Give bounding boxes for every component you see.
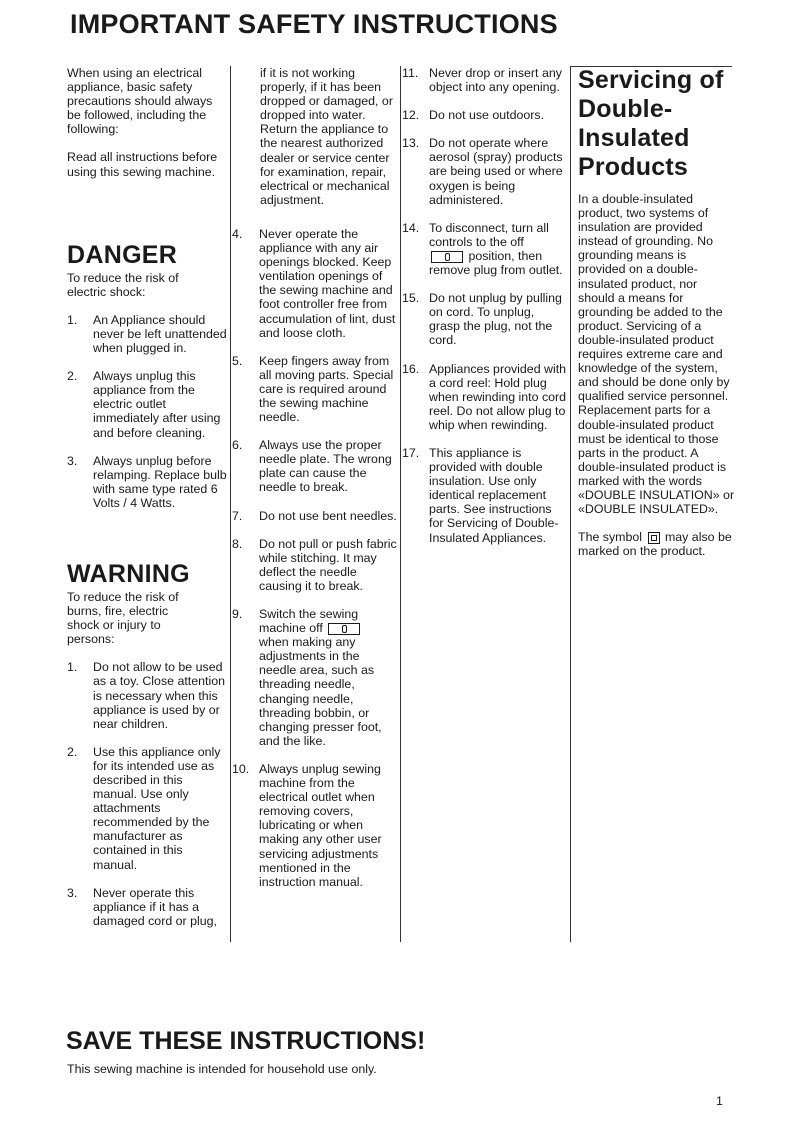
list-item: 6. Always use the proper needle plate. The wrong plate can cause the needle to break. [232,438,392,495]
list-item: 4. Never operate the appliance with any air openings blocked. Keep ventilation openings of the sewing machine and foot controller free from accumulation of lint, dust and loose cloth. [232,226,396,340]
warning-list [67,660,227,928]
list-item: 12. Do not use outdoors. [402,108,545,123]
column-divider [570,66,571,942]
list-item: 13. Do not operate where aerosol (spray) products are being used or where oxygen is being administered. [402,136,563,207]
list-item: 7. Do not use bent needles. [232,508,397,523]
list-item: 2. Always unplug this appliance from the electric outlet immediately after using and before cleaning. [67,369,221,440]
servicing-body [578,192,737,558]
double-insulation-icon [648,532,660,544]
list-item: 10. Always unplug sewing machine from the electrical outlet when removing covers, lubricating or when making any other user servicing adjustments mentioned in the instruction manual. [232,761,382,889]
list-item: 2. Use this appliance only for its intended use as described in this manual. Use only attachments recommended by the manufacturer as contained in this manual. [67,744,221,872]
list-item: 3. Always unplug before relamping. Replace bulb with same type rated 6 Volts / 4 Watts. [67,453,227,510]
column-divider [230,66,231,942]
servicing-text: In a double-insulated product, two systems of insulation are provided instead of grounding. No grounding means is provided on a double-insulated product, nor should a means for grounding be added to the product. Servicing of a double-insulated product requires extreme care and knowledge of the system, and should be done only by qualified service personnel. Replacement parts for a double-insulated product must be identical to those parts in the product. A double-insulated product is marked with the words «DOUBLE INSULATION» or «DOUBLE INSULATED». [578,192,735,517]
column-1 [67,66,227,942]
list-item: 8. Do not pull or push fabric while stitching. It may deflect the needle causing it to break. [232,536,397,593]
list-item: 1. Do not allow to be used as a toy. Close attention is necessary when this appliance is used by or near children. [67,660,226,731]
off-position-icon [328,623,360,635]
intro-text: When using an electrical appliance, basic safety precautions should always be followed, including the following: [67,66,213,137]
list-item: 15. Do not unplug by pulling on cord. To unplug, grasp the plug, not the cord. [402,291,562,348]
save-heading: SAVE THESE INSTRUCTIONS! [66,1027,426,1055]
column-divider [400,66,401,942]
column-3 [402,66,568,559]
danger-intro: To reduce the risk of electric shock: [67,270,179,299]
list-item: 9. Switch the sewing machine off when making any adjustments in the needle area, such as threading needle, changing needle, threading bobbin, or changing presser foot, and the like. [232,607,382,748]
warning-heading: WARNING [67,559,190,588]
servicing-heading: Servicing of Double- Insulated Products [578,66,724,181]
list-item: 5. Keep fingers away from all moving parts. Special care is required around the sewing machine needle. [232,353,394,425]
list-item: 1. An Appliance should never be left unattended when plugged in. [67,312,227,356]
page-title: IMPORTANT SAFETY INSTRUCTIONS [70,9,558,39]
danger-heading: DANGER [67,240,178,269]
list-item: 11. Never drop or insert any object into any opening. [402,66,562,95]
warning-list-continued-2 [402,66,568,545]
continuation-text: if it is not working properly, if it has been dropped or damaged, or dropped into water. Return the appliance to the nearest authorized dealer or service center for examination, repair, electrical or mechanical adjustment. [260,66,393,207]
list-item: 3. Never operate this appliance if it has a damaged cord or plug, [67,885,217,928]
list-item: 16. Appliances provided with a cord reel: Hold plug when rewinding into cord reel. Do not allow plug to whip when rewinding. [402,361,567,432]
page-number: 1 [716,1094,723,1108]
read-all-text: Read all instructions before using this sewing machine. [67,150,218,179]
column-2 [232,66,397,903]
list-item: 14. To disconnect, turn all controls to the off position, then remove plug from outlet. [402,220,563,278]
list-item: 17. This appliance is provided with double insulation. Use only identical replacement parts. See instructions for Servicing of Double-Insulated Appliances. [402,445,559,545]
danger-list [67,313,227,510]
symbol-note: The symbol may also be marked on the product. [578,530,732,559]
household-note: This sewing machine is intended for household use only. [67,1062,377,1076]
off-position-icon [431,251,463,263]
warning-intro: To reduce the risk of burns, fire, electric shock or injury to persons: [67,589,179,647]
column-4 [572,66,737,572]
warning-list-continued [232,227,397,889]
